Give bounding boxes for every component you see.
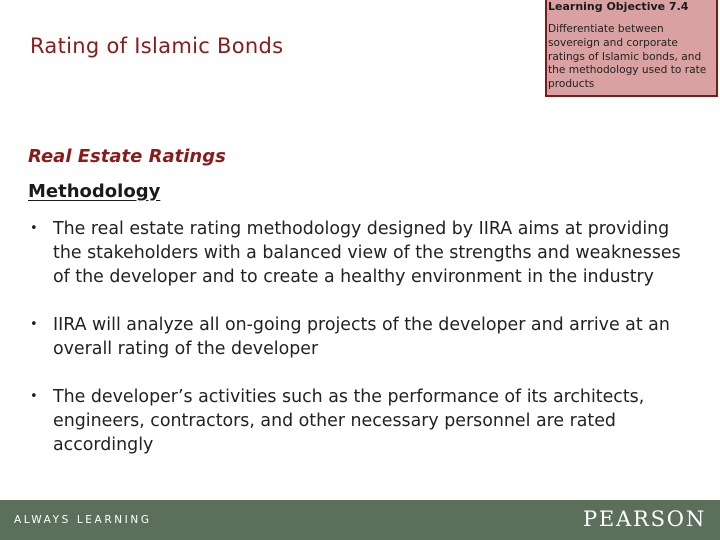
learning-objective-box [545,0,718,97]
learning-objective-title: Learning Objective 7.4 [548,0,689,13]
bullet-list [28,217,698,481]
bullet-dot-icon: • [30,317,38,332]
bullet-dot-icon: • [30,389,38,404]
bullet-item [28,313,698,361]
slide-title: Rating of Islamic Bonds [30,34,284,58]
bullet-dot-icon: • [30,221,38,236]
bullet-text: The real estate rating methodology designed by IIRA aims at providing the stakeholders with a balanced view of the strengths and weaknesses of the developer and to create a healthy environment in the industry [53,219,681,287]
bullet-item [28,385,698,457]
subsection-title: Methodology [28,181,161,202]
footer-tagline: ALWAYS LEARNING [14,514,152,526]
footer-bar [0,500,720,540]
bullet-item [28,217,698,289]
pearson-logo: PEARSON [582,507,706,531]
bullet-text: IIRA will analyze all on-going projects of the developer and arrive at an overall rating of the developer [53,315,670,359]
section-title: Real Estate Ratings [28,146,226,167]
bullet-text: The developer’s activities such as the performance of its architects, engineers, contractors, and other necessary personnel are rated accordingly [53,387,645,455]
learning-objective-text: Differentiate between sovereign and corporate ratings of Islamic bonds, and the methodology used to rate products [548,23,707,91]
